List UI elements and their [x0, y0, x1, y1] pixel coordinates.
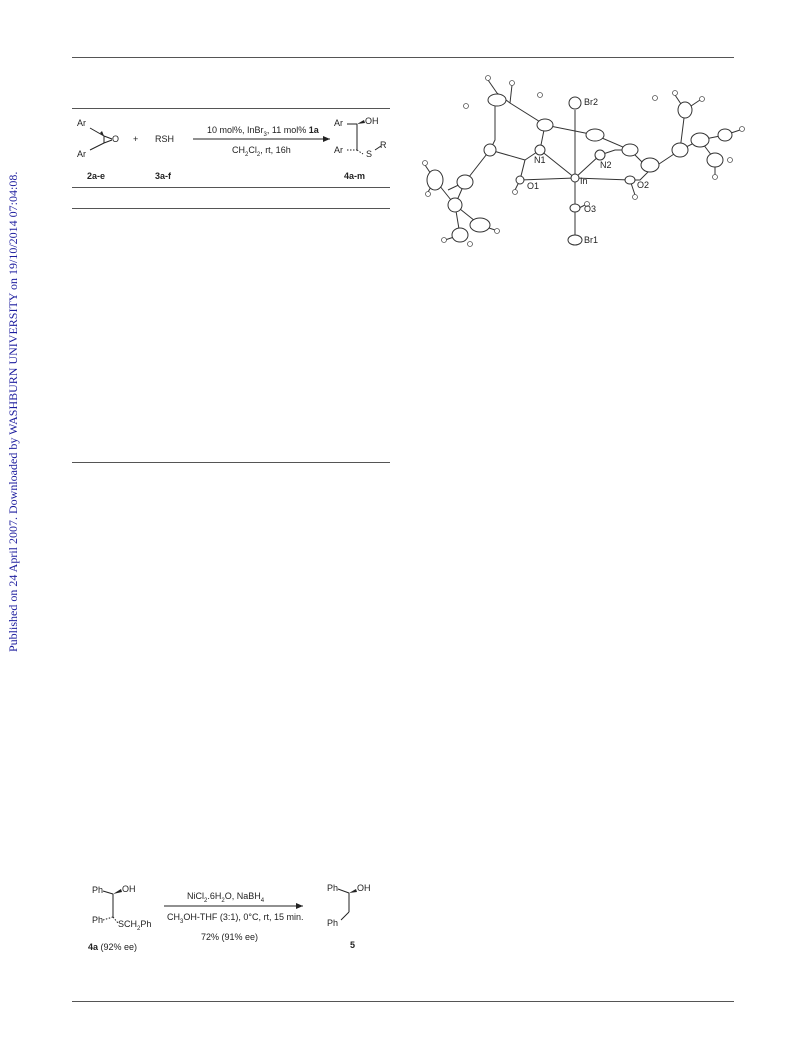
footer-rule [72, 1001, 734, 1002]
epoxide-ar-bottom: Ar [77, 149, 86, 159]
product-oh-2: OH [357, 883, 371, 893]
start-sch2ph: $SCH_2Ph$ [118, 919, 152, 932]
atom-label-o3: O3 [584, 204, 597, 214]
product-oh: OH [365, 116, 379, 126]
epoxide-ar-top: Ar [77, 118, 86, 128]
product-ar-bottom: Ar [334, 145, 343, 155]
reaction-conditions-2: $CH_2Cl_2$, rt, 16h [232, 145, 291, 158]
reaction-conditions-1: 10 mol%, InBr$_3$, 11 mol% 1a [207, 125, 319, 138]
product-ph-bottom: Ph [327, 918, 339, 928]
start-ph-bottom: Ph [92, 915, 104, 925]
start-compound-label: 4a (92% ee) [88, 942, 138, 952]
atom-label-in: In [580, 176, 588, 186]
start-oh: OH [122, 884, 136, 894]
plus-sign: + [133, 134, 139, 144]
product-compound-label: 4a-m [344, 171, 366, 181]
atom-label-n1: N1 [534, 155, 546, 165]
atom-label-br1: Br1 [584, 235, 599, 245]
thiol-compound-label: 3a-f [155, 171, 172, 181]
epoxide-oxygen: O [112, 134, 120, 144]
atom-label-n2: N2 [600, 160, 612, 170]
thiol-label: RSH [155, 134, 175, 144]
atom-label-o1: O1 [527, 181, 540, 191]
scheme2-yield: 72% (91% ee) [201, 932, 259, 942]
product-s: S [366, 149, 373, 159]
scheme2-conditions: $CH_3OH$-THF (3:1), 0°C, rt, 15 min. [167, 912, 304, 925]
atom-label-o2: O2 [637, 180, 650, 190]
product-r: R [380, 140, 387, 150]
atom-label-br2: Br2 [584, 97, 599, 107]
start-ph-top: Ph [92, 885, 104, 895]
product-ar-top: Ar [334, 118, 343, 128]
product-ph-top: Ph [327, 883, 339, 893]
download-watermark: Published on 24 April 2007. Downloaded by WASHBURN UNIVERSITY on 19/10/2014 07:04:08. [6, 171, 20, 652]
scheme2-reagents: $NiCl_2.6H_2O$, NaBH$_4$ [187, 891, 265, 904]
product-compound-label-5: 5 [350, 940, 356, 950]
epoxide-compound-label: 2a-e [87, 171, 106, 181]
